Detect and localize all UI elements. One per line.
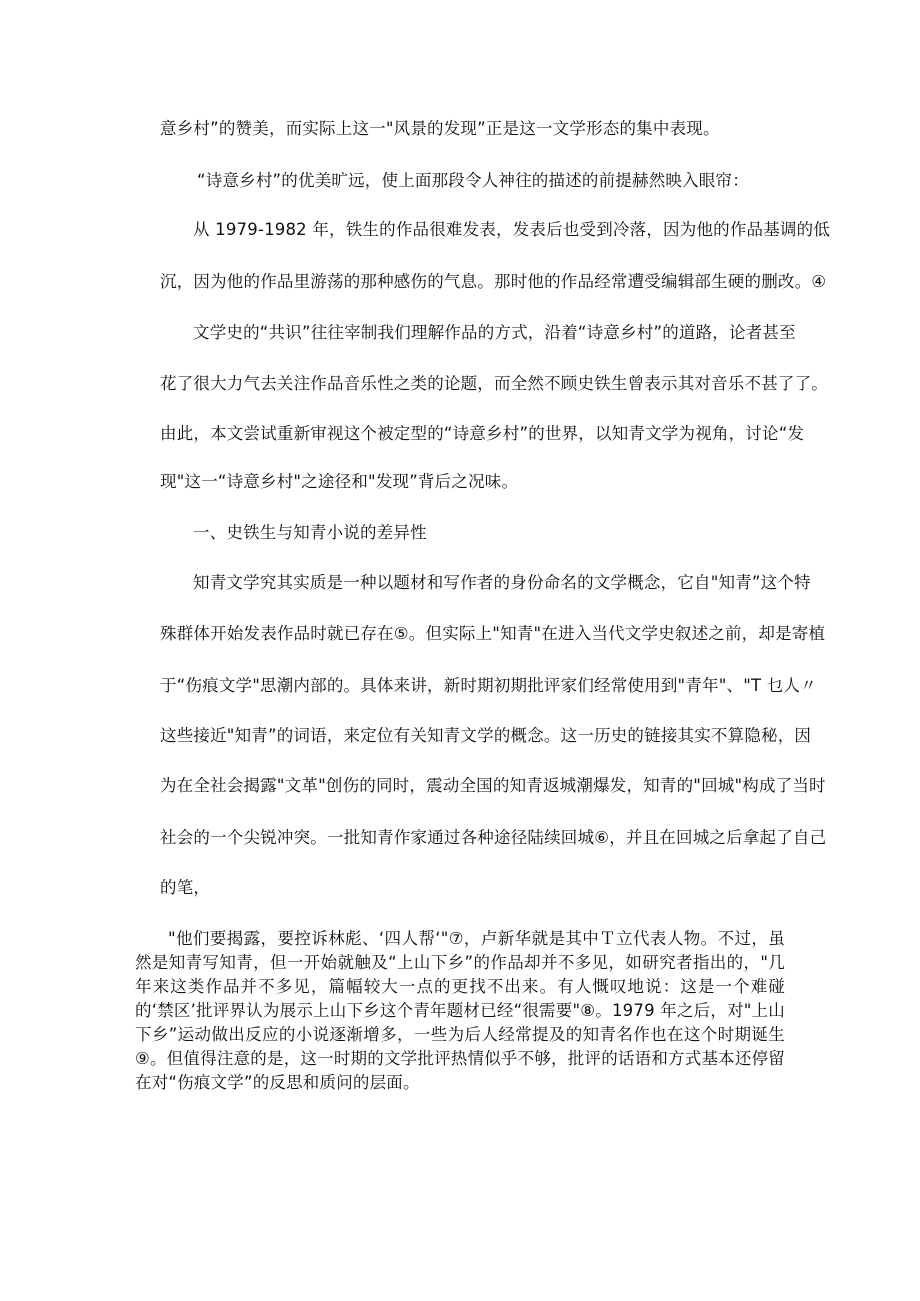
text-line-14: 为在全社会揭露"文革"创伤的同时，震动全国的知青返城潮爆发，知青的"回城"构成了当时 [160, 776, 826, 795]
text-line-8: 现"这一“诗意乡村"之途径和"发现”背后之况味。 [160, 472, 519, 491]
text-line-6: 花了很大力气去关注作品音乐性之类的论题，而全然不顾史铁生曾表示其对音乐不甚了了。 [160, 374, 828, 393]
section-heading: 一、史铁生与知青小说的差异性 [193, 523, 427, 542]
text-line-3: 从 1979-1982 年，铁生的作品很难发表，发表后也受到冷落，因为他的作品基调的低 [193, 220, 831, 239]
text-line-4: 沉，因为他的作品里游荡的那种感伤的气息。那时他的作品经常遭受编辑部生硬的删改。④ [160, 272, 827, 291]
text-line-16: 的笔， [160, 878, 211, 897]
text-line-10: 知青文学究其实质是一种以题材和写作者的身份命名的文学概念，它自"知青”这个特 [193, 573, 811, 592]
text-line-1: 意乡村”的赞美，而实际上这一"风景的发现”正是这一文学形态的集中表现。 [160, 119, 720, 138]
text-line-7: 由此，本文尝试重新审视这个被定型的“诗意乡村”的世界，以知青文学为视角，讨论“发 [160, 424, 805, 443]
text-line-13: 这些接近"知青”的词语，来定位有关知青文学的概念。这一历史的链接其实不算隐秘，因 [160, 726, 812, 745]
text-line-2: “诗意乡村”的优美旷远，使上面那段令人神往的描述的前提赫然映入眼帘： [197, 171, 749, 190]
text-line-15: 社会的一个尖锐冲突。一批知青作家通过各种途径陆续回城⑥，并且在回城之后拿起了自己 [160, 828, 827, 847]
text-line-5: 文学史的“共识”往往宰制我们理解作品的方式，沿着“诗意乡村”的道路，论者甚至 [193, 323, 796, 342]
text-line-12: 于“伤痕文学"思潮内部的。具体来讲，新时期初期批评家们经常使用到"青年"、"T 乜人〃 [160, 676, 817, 695]
final-paragraph: "他们要揭露，要控诉林彪、‘四人帮‘"⑦，卢新华就是其中Ｔ立代表人物。不过，虽然是知青写知青，但一开始就触及“上山下乡”的作品却并不多见，如研究者指出的，"几年来这类作品并不多见，篇幅较大一点的更找不出来。有人慨叹地说：这是一个难碰的‘禁区’批评界认为展示上山下乡这个青年题材已经“很需要"⑧。1979 年之后，对"上山下乡”运动做出反应的小说逐渐增多，一些为后人经常提及的知青名作也在这个时期诞生⑨。但值得注意的是，这一时期的文学批评热情似乎不够，批评的话语和方式基本还停留在对“伤痕文学”的反思和质问的层面。 [135, 929, 785, 1092]
final-paragraph-block [135, 927, 785, 1095]
text-line-11: 殊群体开始发表作品时就已存在⑤。但实际上"知青"在进入当代文学史叙述之前，却是寄植 [160, 624, 826, 643]
